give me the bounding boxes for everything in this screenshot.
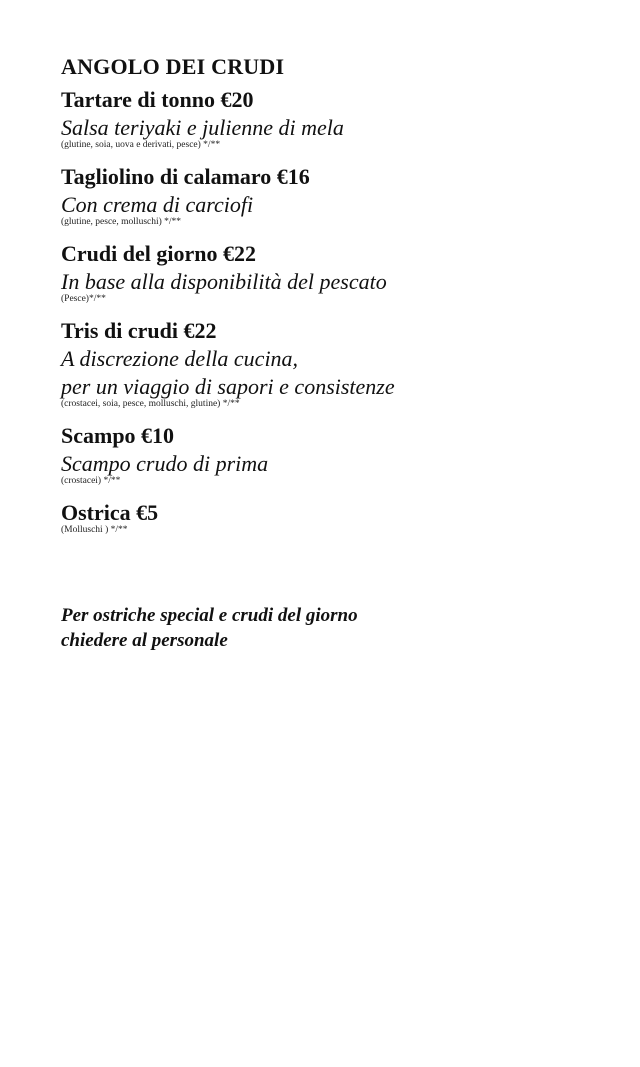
item-allergens: (crostacei) */** bbox=[61, 476, 121, 486]
item-name: Crudi del giorno €22 bbox=[61, 241, 256, 266]
item-allergens: (glutine, pesce, molluschi) */** bbox=[61, 217, 182, 227]
note-line: Per ostriche special e crudi del giorno bbox=[61, 605, 358, 626]
menu-item bbox=[61, 86, 621, 151]
item-allergens: (crostacei, soia, pesce, molluschi, glutine) */** bbox=[61, 399, 240, 409]
menu-item bbox=[61, 499, 621, 536]
item-allergens: (Pesce)*/** bbox=[61, 294, 106, 304]
item-name: Tagliolino di calamaro €16 bbox=[61, 164, 310, 189]
item-description: Con crema di carciofi bbox=[61, 192, 254, 217]
item-description: per un viaggio di sapori e consistenze bbox=[61, 374, 395, 399]
menu-item bbox=[61, 422, 621, 487]
menu-item bbox=[61, 240, 621, 305]
item-description: In base alla disponibilità del pescato bbox=[61, 269, 387, 294]
menu-item bbox=[61, 163, 621, 228]
item-allergens: (glutine, soia, uova e derivati, pesce) */** bbox=[61, 140, 221, 150]
menu-item bbox=[61, 317, 621, 410]
item-name: Tartare di tonno €20 bbox=[61, 87, 254, 112]
item-description: Salsa teriyaki e julienne di mela bbox=[61, 115, 344, 140]
item-allergens: (Molluschi ) */** bbox=[61, 525, 128, 535]
item-name: Ostrica €5 bbox=[61, 500, 159, 525]
note-line: chiedere al personale bbox=[61, 630, 228, 651]
menu-section bbox=[61, 52, 621, 548]
item-name: Scampo €10 bbox=[61, 423, 175, 448]
section-title: ANGOLO DEI CRUDI bbox=[61, 54, 285, 79]
item-name: Tris di crudi €22 bbox=[61, 318, 217, 343]
staff-note bbox=[61, 603, 358, 653]
item-description: A discrezione della cucina, bbox=[61, 346, 299, 371]
item-description: Scampo crudo di prima bbox=[61, 451, 269, 476]
